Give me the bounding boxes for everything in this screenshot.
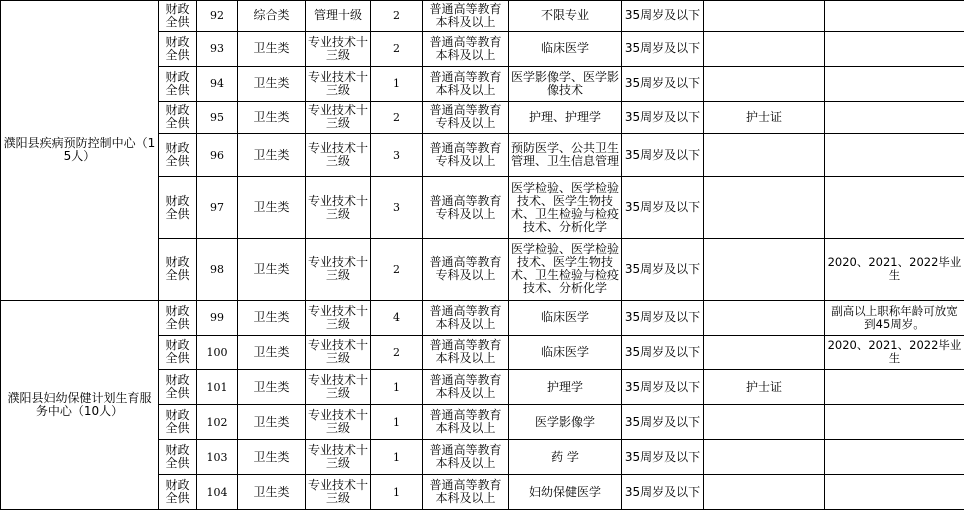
headcount-cell: 3 <box>371 134 423 177</box>
note-cell: 2020、2021、2022毕业生 <box>825 239 964 301</box>
position-grade-cell: 专业技术十三级 <box>306 335 371 370</box>
position-category-cell: 卫生类 <box>238 300 306 335</box>
position-code-cell: 94 <box>197 66 238 101</box>
age-requirement-cell: 35周岁及以下 <box>622 335 704 370</box>
position-grade-cell: 专业技术十三级 <box>306 475 371 510</box>
major-cell: 临床医学 <box>509 335 622 370</box>
position-category-cell: 卫生类 <box>238 440 306 475</box>
certificate-cell <box>704 239 825 301</box>
headcount-cell: 1 <box>371 370 423 405</box>
note-cell <box>825 440 964 475</box>
education-cell: 普通高等教育本科及以上 <box>423 475 509 510</box>
funding-type-cell: 财政全供 <box>159 300 197 335</box>
major-cell: 妇幼保健医学 <box>509 475 622 510</box>
headcount-cell: 1 <box>371 475 423 510</box>
note-cell <box>825 101 964 134</box>
position-code-cell: 98 <box>197 239 238 301</box>
certificate-cell <box>704 300 825 335</box>
note-cell <box>825 370 964 405</box>
position-code-cell: 102 <box>197 405 238 440</box>
age-requirement-cell: 35周岁及以下 <box>622 177 704 239</box>
position-code-cell: 104 <box>197 475 238 510</box>
headcount-cell: 3 <box>371 177 423 239</box>
education-cell: 普通高等教育本科及以上 <box>423 405 509 440</box>
position-category-cell: 卫生类 <box>238 475 306 510</box>
headcount-cell: 1 <box>371 405 423 440</box>
major-cell: 临床医学 <box>509 300 622 335</box>
education-cell: 普通高等教育本科及以上 <box>423 66 509 101</box>
note-cell <box>825 66 964 101</box>
position-code-cell: 97 <box>197 177 238 239</box>
age-requirement-cell: 35周岁及以下 <box>622 239 704 301</box>
note-cell <box>825 134 964 177</box>
major-cell: 临床医学 <box>509 31 622 66</box>
position-category-cell: 综合类 <box>238 1 306 32</box>
table-row <box>1 1 964 32</box>
age-requirement-cell: 35周岁及以下 <box>622 300 704 335</box>
headcount-cell: 1 <box>371 440 423 475</box>
position-grade-cell: 专业技术十三级 <box>306 239 371 301</box>
major-cell: 护理、护理学 <box>509 101 622 134</box>
table-body <box>1 1 964 510</box>
position-code-cell: 103 <box>197 440 238 475</box>
position-code-cell: 92 <box>197 1 238 32</box>
funding-type-cell: 财政全供 <box>159 66 197 101</box>
position-grade-cell: 专业技术十三级 <box>306 370 371 405</box>
headcount-cell: 2 <box>371 239 423 301</box>
major-cell: 药 学 <box>509 440 622 475</box>
position-category-cell: 卫生类 <box>238 370 306 405</box>
education-cell: 普通高等教育专科及以上 <box>423 134 509 177</box>
position-grade-cell: 专业技术十三级 <box>306 405 371 440</box>
position-category-cell: 卫生类 <box>238 31 306 66</box>
position-category-cell: 卫生类 <box>238 335 306 370</box>
age-requirement-cell: 35周岁及以下 <box>622 475 704 510</box>
position-category-cell: 卫生类 <box>238 405 306 440</box>
major-cell: 护理学 <box>509 370 622 405</box>
position-grade-cell: 专业技术十三级 <box>306 440 371 475</box>
position-code-cell: 93 <box>197 31 238 66</box>
position-category-cell: 卫生类 <box>238 134 306 177</box>
note-cell: 副高以上职称年龄可放宽到45周岁。 <box>825 300 964 335</box>
age-requirement-cell: 35周岁及以下 <box>622 1 704 32</box>
position-category-cell: 卫生类 <box>238 239 306 301</box>
certificate-cell <box>704 440 825 475</box>
education-cell: 普通高等教育本科及以上 <box>423 370 509 405</box>
funding-type-cell: 财政全供 <box>159 31 197 66</box>
unit-name-cell: 濮阳县妇幼保健计划生育服务中心（10人） <box>1 300 159 509</box>
headcount-cell: 4 <box>371 300 423 335</box>
certificate-cell <box>704 475 825 510</box>
certificate-cell: 护士证 <box>704 101 825 134</box>
certificate-cell <box>704 405 825 440</box>
funding-type-cell: 财政全供 <box>159 134 197 177</box>
funding-type-cell: 财政全供 <box>159 370 197 405</box>
certificate-cell: 护士证 <box>704 370 825 405</box>
major-cell: 医学检验、医学检验技术、医学生物技术、卫生检验与检疫技术、分析化学 <box>509 177 622 239</box>
major-cell: 预防医学、公共卫生管理、卫生信息管理 <box>509 134 622 177</box>
education-cell: 普通高等教育专科及以上 <box>423 239 509 301</box>
position-code-cell: 95 <box>197 101 238 134</box>
headcount-cell: 2 <box>371 31 423 66</box>
table-row <box>1 300 964 335</box>
funding-type-cell: 财政全供 <box>159 1 197 32</box>
headcount-cell: 1 <box>371 66 423 101</box>
major-cell: 医学检验、医学检验技术、医学生物技术、卫生检验与检疫技术、分析化学 <box>509 239 622 301</box>
funding-type-cell: 财政全供 <box>159 475 197 510</box>
certificate-cell <box>704 335 825 370</box>
position-category-cell: 卫生类 <box>238 101 306 134</box>
position-grade-cell: 专业技术十三级 <box>306 177 371 239</box>
unit-name-cell: 濮阳县疾病预防控制中心（15人） <box>1 1 159 301</box>
certificate-cell <box>704 66 825 101</box>
position-code-cell: 101 <box>197 370 238 405</box>
note-cell <box>825 31 964 66</box>
funding-type-cell: 财政全供 <box>159 177 197 239</box>
age-requirement-cell: 35周岁及以下 <box>622 440 704 475</box>
education-cell: 普通高等教育本科及以上 <box>423 1 509 32</box>
note-cell <box>825 177 964 239</box>
funding-type-cell: 财政全供 <box>159 405 197 440</box>
position-category-cell: 卫生类 <box>238 177 306 239</box>
funding-type-cell: 财政全供 <box>159 101 197 134</box>
headcount-cell: 2 <box>371 1 423 32</box>
major-cell: 医学影像学、医学影像技术 <box>509 66 622 101</box>
major-cell: 不限专业 <box>509 1 622 32</box>
certificate-cell <box>704 1 825 32</box>
position-grade-cell: 管理十级 <box>306 1 371 32</box>
age-requirement-cell: 35周岁及以下 <box>622 31 704 66</box>
funding-type-cell: 财政全供 <box>159 239 197 301</box>
position-grade-cell: 专业技术十三级 <box>306 31 371 66</box>
education-cell: 普通高等教育本科及以上 <box>423 440 509 475</box>
position-grade-cell: 专业技术十三级 <box>306 300 371 335</box>
note-cell <box>825 1 964 32</box>
age-requirement-cell: 35周岁及以下 <box>622 370 704 405</box>
age-requirement-cell: 35周岁及以下 <box>622 134 704 177</box>
position-code-cell: 99 <box>197 300 238 335</box>
certificate-cell <box>704 31 825 66</box>
age-requirement-cell: 35周岁及以下 <box>622 405 704 440</box>
education-cell: 普通高等教育专科及以上 <box>423 101 509 134</box>
certificate-cell <box>704 134 825 177</box>
funding-type-cell: 财政全供 <box>159 335 197 370</box>
age-requirement-cell: 35周岁及以下 <box>622 101 704 134</box>
note-cell <box>825 405 964 440</box>
position-grade-cell: 专业技术十三级 <box>306 134 371 177</box>
note-cell <box>825 475 964 510</box>
age-requirement-cell: 35周岁及以下 <box>622 66 704 101</box>
position-grade-cell: 专业技术十三级 <box>306 66 371 101</box>
education-cell: 普通高等教育本科及以上 <box>423 300 509 335</box>
position-category-cell: 卫生类 <box>238 66 306 101</box>
headcount-cell: 2 <box>371 335 423 370</box>
education-cell: 普通高等教育本科及以上 <box>423 31 509 66</box>
certificate-cell <box>704 177 825 239</box>
position-grade-cell: 专业技术十三级 <box>306 101 371 134</box>
funding-type-cell: 财政全供 <box>159 440 197 475</box>
note-cell: 2020、2021、2022毕业生 <box>825 335 964 370</box>
position-code-cell: 96 <box>197 134 238 177</box>
headcount-cell: 2 <box>371 101 423 134</box>
position-code-cell: 100 <box>197 335 238 370</box>
education-cell: 普通高等教育专科及以上 <box>423 177 509 239</box>
major-cell: 医学影像学 <box>509 405 622 440</box>
education-cell: 普通高等教育本科及以上 <box>423 335 509 370</box>
